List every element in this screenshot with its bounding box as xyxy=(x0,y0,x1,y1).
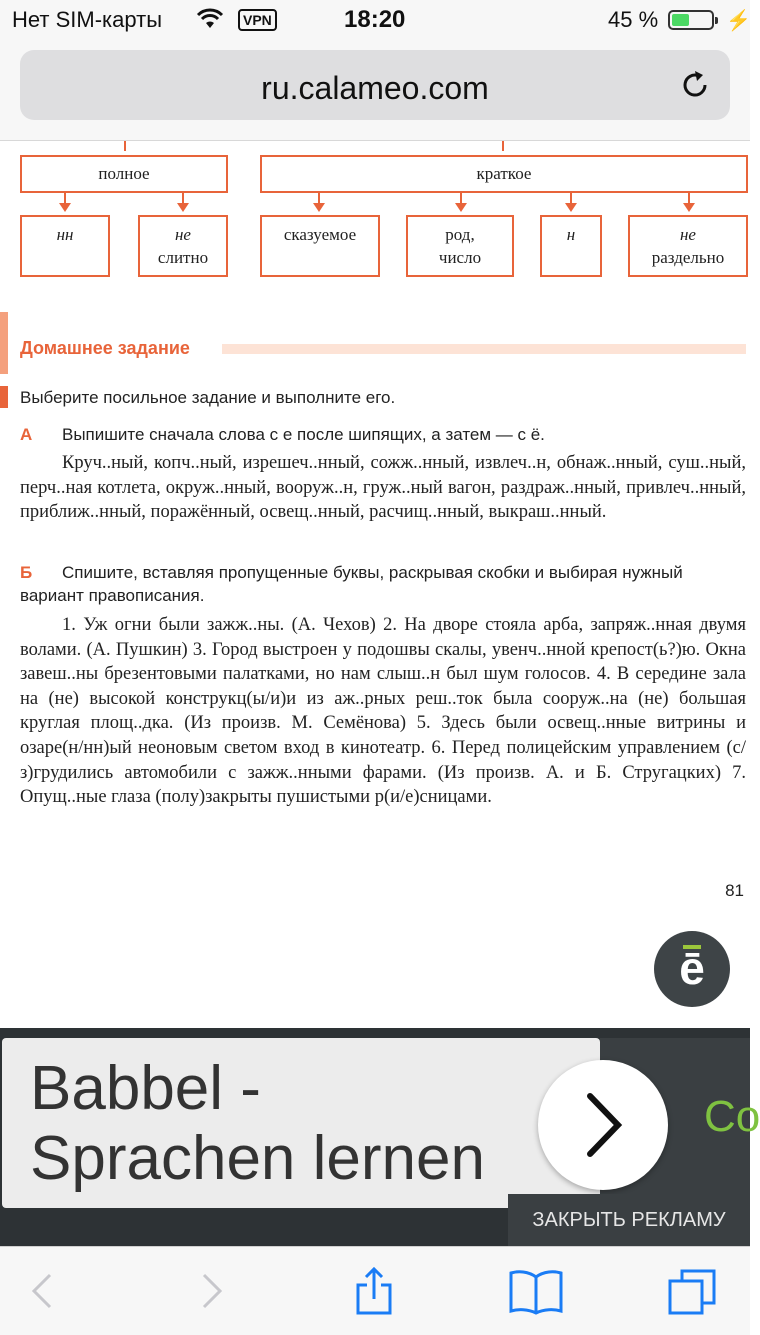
forward-icon[interactable] xyxy=(186,1267,234,1315)
ad-open-button[interactable] xyxy=(538,1060,668,1190)
browser-header xyxy=(0,40,750,141)
browser-toolbar xyxy=(0,1246,750,1335)
reload-icon[interactable] xyxy=(678,68,712,102)
diagram-box-text: нн xyxy=(56,225,74,244)
task-a-heading: Выпишите сначала слова с е после шипящих, а затем — с ё. xyxy=(62,425,545,444)
section-marker xyxy=(0,386,8,408)
url-text[interactable]: ru.calameo.com xyxy=(261,70,489,106)
diagram-box-text: не xyxy=(680,225,696,244)
calameo-badge[interactable] xyxy=(654,931,730,1007)
task-b-heading: Спишите, вставляя пропущенные буквы, раскрывая скобки и выбирая нужный вариант правописания. xyxy=(20,563,683,605)
diagram-box-predicate xyxy=(260,215,380,277)
share-icon[interactable] xyxy=(350,1267,398,1315)
diagram-box-nn xyxy=(20,215,110,277)
diagram-box-text: род, xyxy=(445,225,475,244)
wifi-icon xyxy=(196,8,224,36)
diagram-box-text: раздельно xyxy=(651,248,725,267)
diagram-box-text: сказуемое xyxy=(283,225,357,244)
ad-side-text: Co xyxy=(704,1092,760,1141)
ad-card[interactable] xyxy=(2,1038,600,1208)
task-b-text: 1. Уж огни были зажж..ны. (А. Чехов) 2. На дворе стояла арба, запряж..нная двумя волами. (А. Пушкин) 3. Город выстроен у подошвы скалы, увенч..нной крепост(ь?)ю. Окна завеш..ны брезентовыми палатками, но нам слыш..н был шум голосов. 4. В середине зала на (не) высокой конструкц(ы/и)и из аж..рных реш..ток была сооруж..на (не) большая круглая площ..дка. (Из произв. М. Семёнова) 5. Здесь были освещ..нные витрины и озаре(н/нн)ый неоновым светом вход в кинотеатр. 6. Перед полицейским управлением (с/з)грудились автомобили с зажж..нными фарами. (Из произв. А. и Б. Стругацких) 7. Опущ..ные глаза (полу)закрыты пушистыми р(и/е)сницами. xyxy=(20,615,746,808)
bookmarks-icon[interactable] xyxy=(508,1267,564,1315)
diagram-label-full: полное xyxy=(98,164,150,183)
battery-fill xyxy=(672,14,689,26)
chevron-right-icon xyxy=(538,1060,668,1190)
ad-banner[interactable] xyxy=(0,1028,760,1246)
battery-percent: 45 % xyxy=(608,7,659,32)
clock: 18:20 xyxy=(344,6,406,33)
tabs-icon[interactable] xyxy=(668,1267,716,1315)
status-bar xyxy=(0,0,750,40)
diagram-box-n xyxy=(540,215,602,277)
diagram-box-full xyxy=(20,155,228,193)
section-title: Домашнее задание xyxy=(20,338,190,358)
diagram-box-short xyxy=(260,155,748,193)
address-bar[interactable] xyxy=(20,50,730,120)
page-number: 81 xyxy=(725,881,744,900)
homework-intro: Выберите посильное задание и выполните его. xyxy=(20,388,396,407)
diagram-box-text: не xyxy=(175,225,191,244)
task-b-letter: Б xyxy=(20,563,33,582)
diagram-box-text: слитно xyxy=(157,248,209,267)
ad-title-line: Sprachen lernen xyxy=(30,1124,485,1193)
diagram-box-text: н xyxy=(566,225,576,244)
charging-icon: ⚡ xyxy=(726,10,751,32)
diagram-box-ne-slitno xyxy=(138,215,228,277)
task-a-text: Круч..ный, копч..ный, изрешеч..нный, сожж..нный, извлеч..н, обнаж..нный, суш..ный, перч..ная котлета, окруж..нный, вооруж..н, груж..ный вагон, раздраж..нный, привлеч..нный, приближ..нный, поражённый, освещ..нный, расчищ..нный, выкраш..нный. xyxy=(20,453,746,523)
close-ad-button[interactable]: ЗАКРЫТЬ РЕКЛАМУ xyxy=(508,1194,750,1246)
section-rule xyxy=(222,344,746,354)
badge-letter: ē xyxy=(679,942,705,994)
diagram-label-short: краткое xyxy=(476,164,532,183)
diagram-box-text: число xyxy=(438,248,482,267)
section-stripe xyxy=(0,312,8,374)
battery-icon xyxy=(668,10,714,30)
ad-title xyxy=(30,1054,485,1194)
vpn-badge: VPN xyxy=(238,9,277,31)
ad-title-line: Babbel - xyxy=(30,1054,261,1123)
task-a-letter: А xyxy=(20,425,33,444)
diagram-box-gender-number xyxy=(406,215,514,277)
document-page xyxy=(0,141,750,1028)
diagram-box-ne-razdelno xyxy=(628,215,748,277)
back-icon[interactable] xyxy=(20,1267,68,1315)
carrier-label: Нет SIM-карты xyxy=(12,7,163,32)
